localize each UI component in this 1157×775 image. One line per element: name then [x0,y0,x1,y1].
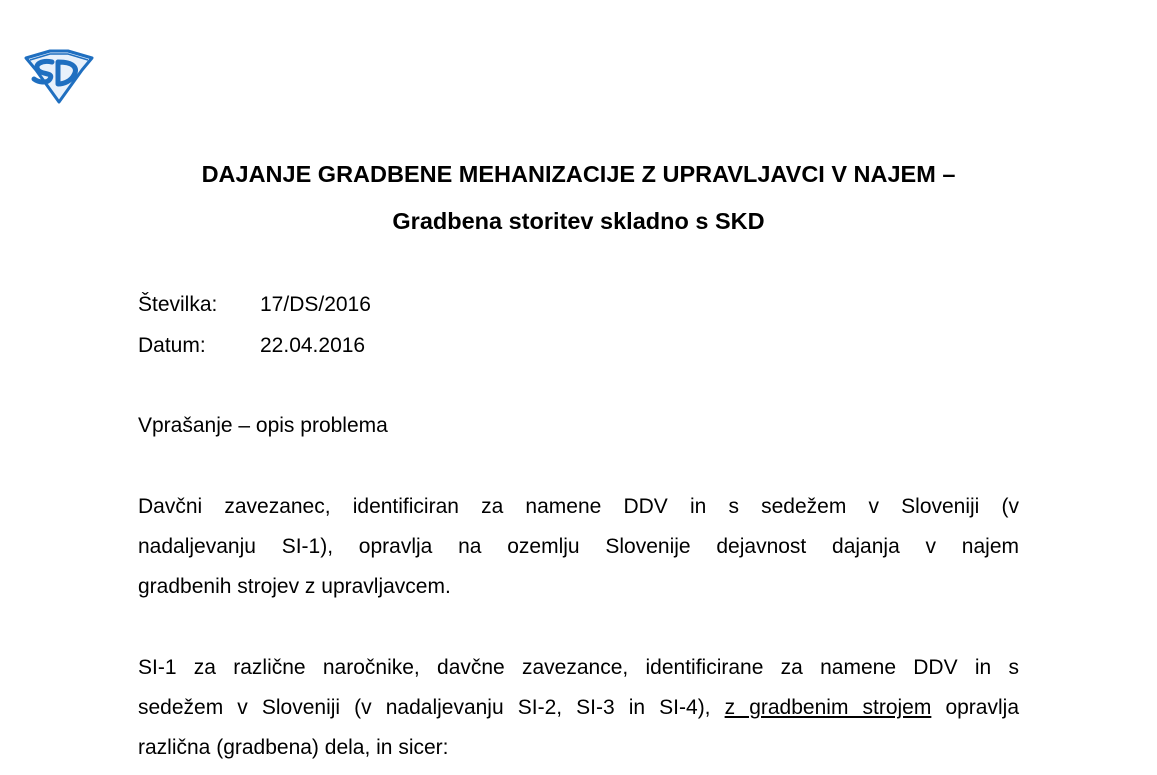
paragraph-2-line-2 [138,695,1019,721]
paragraph-1-line-2: nadaljevanju SI-1), opravlja na ozemlju Slovenije dejavnost dajanja v najem [138,535,1019,558]
paragraph-1-line-1: Davčni zavezanec, identificiran za namene DDV in s sedežem v Sloveniji (v [138,495,1019,518]
document-date-value: 22.04.2016 [260,334,366,357]
document-title-line-2: Gradbena storitev skladno s SKD [392,208,765,234]
section-heading: Vprašanje – opis problema [138,414,388,437]
sd-shield-logo-icon [22,48,96,104]
paragraph-2-underlined-phrase: z gradbenim strojem [724,696,932,719]
document-title-line-1: DAJANJE GRADBENE MEHANIZACIJE Z UPRAVLJAVCI V NAJEM – [201,161,956,187]
document-date-label: Datum: [138,334,206,357]
document-number-row [138,292,371,318]
paragraph-2-line-2-after: opravlja [945,696,1019,719]
paragraph-2 [138,655,1019,775]
paragraph-1 [138,494,1019,614]
paragraph-2-line-1: SI-1 za različne naročnike, davčne zavezance, identificirane za namene DDV in s [138,656,1019,679]
paragraph-2-line-2-before: sedežem v Sloveniji (v nadaljevanju SI-2, SI-3 in SI-4), [138,696,711,719]
document-number-label: Številka: [138,293,218,316]
paragraph-1-line-3: gradbenih strojev z upravljavcem. [138,575,451,598]
paragraph-2-line-3: različna (gradbena) dela, in sicer: [138,736,449,759]
document-number-value: 17/DS/2016 [260,293,371,316]
document-date-row [138,333,365,359]
